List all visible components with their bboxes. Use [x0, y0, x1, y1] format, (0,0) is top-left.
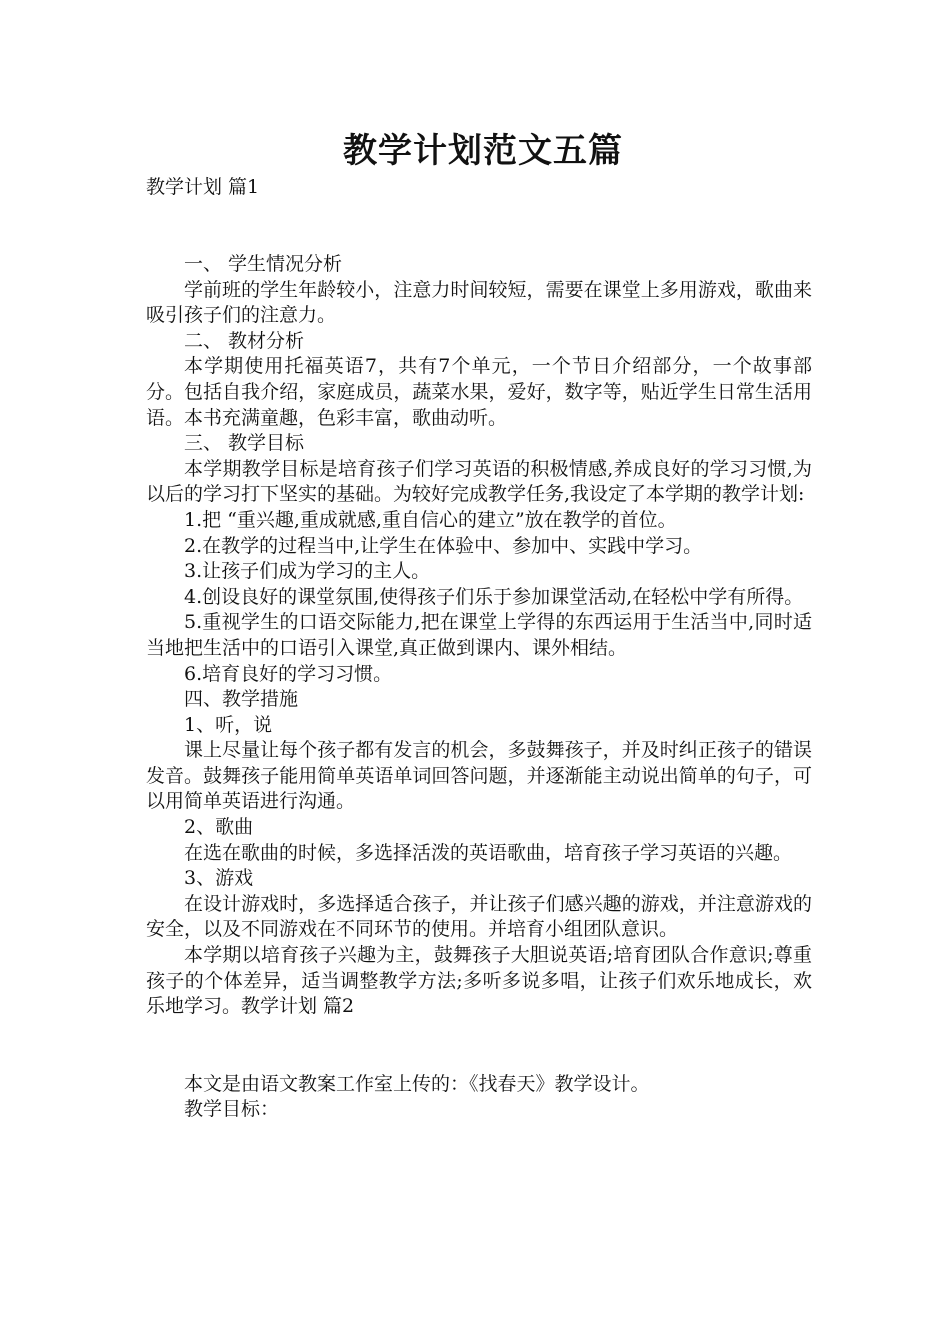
list-item: 3.让孩子们成为学习的主人。 [184, 560, 431, 583]
heading-teaching-goals: 三、 教学目标 [184, 432, 305, 455]
heading-material-analysis: 二、 教材分析 [184, 329, 305, 352]
paragraph: 在设计游戏时，多选择适合孩子，并让孩子们感兴趣的游戏，并注意游戏的安全，以及不同游戏在不同环节的使用。并培育小组团队意识。 [146, 892, 812, 941]
list-item: 2.在教学的过程当中,让学生在体验中、参加中、实践中学习。 [184, 534, 703, 557]
paragraph: 在选在歌曲的时候，多选择活泼的英语歌曲，培育孩子学习英语的兴趣。 [184, 841, 793, 864]
document-page [146, 128, 812, 1123]
paragraph: 本学期以培育孩子兴趣为主，鼓舞孩子大胆说英语;培育团队合作意识;尊重孩子的个体差异，适当调整教学方法;多听多说多唱，让孩子们欢乐地成长，欢乐地学习。教学计划 篇2 [146, 944, 812, 1018]
paragraph-goals-label: 教学目标： [184, 1098, 280, 1121]
paragraph: 本学期使用托福英语7，共有7个单元，一个节日介绍部分，一个故事部分。包括自我介绍，家庭成员，蔬菜水果，爱好，数字等，贴近学生日常生活用语。本书充满童趣，色彩丰富，歌曲动听。 [146, 355, 812, 429]
paragraph-source: 本文是由语文教案工作室上传的：《找春天》教学设计。 [184, 1072, 650, 1095]
subheading-games: 3、游戏 [184, 867, 254, 890]
paragraph: 学前班的学生年龄较小，注意力时间较短，需要在课堂上多用游戏，歌曲来吸引孩子们的注意力。 [146, 278, 812, 327]
document-body [146, 252, 812, 1123]
list-item: 5.重视学生的口语交际能力,把在课堂上学得的东西运用于生活当中,同时适当地把生活中的口语引入课堂,真正做到课内、课外相结。 [146, 611, 812, 659]
section-label: 教学计划 篇1 [146, 176, 260, 198]
list-item: 6.培育良好的学习习惯。 [184, 662, 393, 685]
spacer [146, 200, 812, 252]
subheading-listening: 1、听，说 [184, 713, 273, 736]
heading-teaching-measures: 四、教学措施 [184, 688, 299, 711]
list-item: 4.创设良好的课堂氛围,使得孩子们乐于参加课堂活动,在轻松中学有所得。 [184, 585, 804, 608]
paragraph: 课上尽量让每个孩子都有发言的机会，多鼓舞孩子，并及时纠正孩子的错误发音。鼓舞孩子能用简单英语单词回答问题，并逐渐能主动说出简单的句子，可以用简单英语进行沟通。 [146, 739, 812, 813]
document-title: 教学计划范文五篇 [343, 131, 623, 171]
paragraph: 本学期教学目标是培育孩子们学习英语的积极情感,养成良好的学习习惯,为以后的学习打下坚实的基础。为较好完成教学任务,我设定了本学期的教学计划: [146, 457, 812, 506]
heading-student-analysis: 一、 学生情况分析 [184, 253, 343, 275]
subheading-songs: 2、歌曲 [184, 816, 254, 839]
list-item: 1.把 “重兴趣,重成就感,重自信心的建立”放在教学的首位。 [184, 508, 677, 531]
